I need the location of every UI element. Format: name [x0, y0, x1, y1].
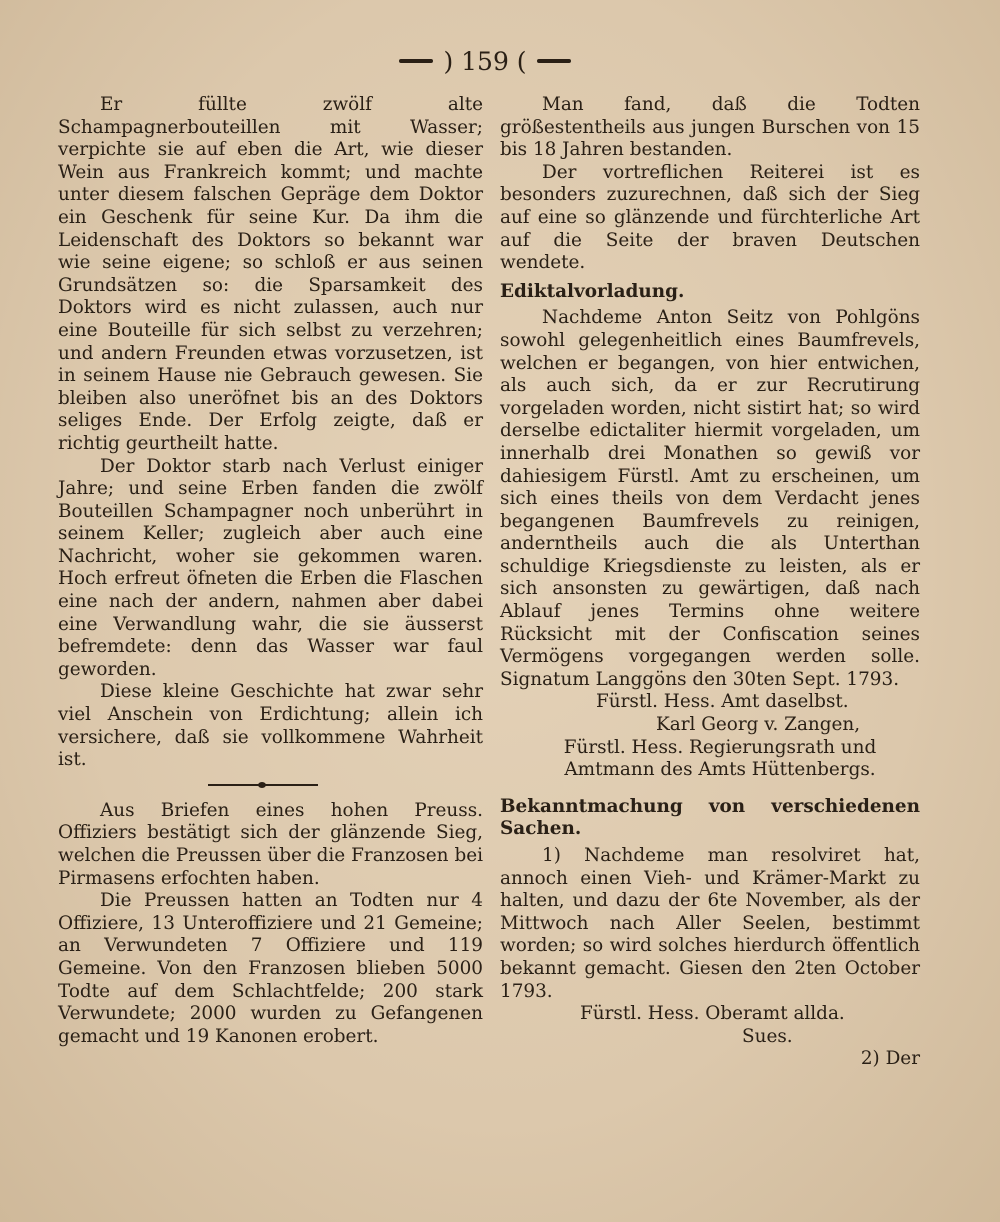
story-paragraph-3: Diese kleine Geschichte hat zwar sehr viel Anschein von Erdichtung; allein ich versichere, daß sie vollkommene Wahrheit ist. — [58, 681, 483, 771]
page-number: ) 159 ( — [443, 46, 527, 76]
news-paragraph-3: Man fand, daß die Todten größestentheils aus jungen Burschen von 15 bis 18 Jahren bestanden. — [500, 94, 920, 161]
header-dash-left — [399, 59, 433, 63]
section-divider — [208, 784, 318, 786]
page-header — [370, 44, 600, 78]
announcement-paragraph: 1) Nachdeme man resolviret hat, annoch einen Vieh- und Krämer-Markt zu halten, und dazu der 6te November, als der Mittwoch nach Aller Seelen, bestimmt worden; so wird solches hierdurch öffentlich bekannt gemacht. Giesen den 2ten October 1793. — [500, 845, 920, 1002]
news-paragraph-2: Die Preussen hatten an Todten nur 4 Offiziere, 13 Unteroffiziere und 21 Gemeine; an Verwundeten 7 Offiziere und 119 Gemeine. Von den Franzosen blieben 5000 Todte auf dem Schlachtfelde; 200 stark Verwundete; 2000 wurden zu Gefangenen gemacht und 19 Kanonen erobert. — [58, 890, 483, 1047]
news-paragraph-4: Der vortreflichen Reiterei ist es besonders zuzurechnen, daß sich der Sieg auf eine so glänzende und fürchterliche Art auf die Seite der braven Deutschen wendete. — [500, 161, 920, 274]
section-heading-announcement: Bekanntmachung von verschiedenen Sachen. — [500, 795, 920, 840]
header-dash-right — [537, 59, 571, 63]
signature-oberamt: Fürstl. Hess. Oberamt allda. — [580, 1003, 845, 1025]
summons-paragraph: Nachdeme Anton Seitz von Pohlgöns sowohl gelegenheitlich eines Baumfrevels, welchen er begangen, von hier entwichen, als auch sich, da er zur Recrutirung vorgeladen worden, nicht sistirt hat; so wird derselbe edictaliter hiermit vorgeladen, um innerhalb drei Monathen so gewiß vor dahiesigem Fürstl. Amt zu erscheinen, um sich eines theils von dem Verdacht jenes begangenen Baumfrevels zu reinigen, anderntheils auch die als Unterthan schuldige Kriegsdienste zu leisten, als er sich ansonsten zu gewärtigen, daß nach Ablauf jenes Termins ohne weitere Rücksicht mit der Confiscation seines Vermögens vorgegangen werden solle. Signatum Langgöns den 30ten Sept. 1793. — [500, 307, 920, 690]
right-column — [500, 94, 920, 1071]
section-heading-summons: Ediktalvorladung. — [500, 280, 685, 302]
catchword: 2) Der — [860, 1048, 920, 1070]
signature-name: Karl Georg v. Zangen, — [656, 714, 861, 736]
signature-title: Fürstl. Hess. Regierungsrath und Amtmann des Amts Hüttenbergs. — [563, 736, 877, 781]
left-column — [58, 94, 483, 1048]
story-paragraph-2: Der Doktor starb nach Verlust einiger Jahre; und seine Erben fanden die zwölf Bouteillen Schampagner noch unberührt in seinem Keller; zugleich aber auch eine Nachricht, woher sie gekommen waren. Hoch erfreut öfneten die Erben die Flaschen eine nach der andern, nahmen aber dabei eine Verwandlung wahr, die sie äusserst befremdete: denn das Wasser war faul geworden. — [58, 455, 483, 680]
news-paragraph-1: Aus Briefen eines hohen Preuss. Offiziers bestätigt sich der glänzende Sieg, welchen die Preussen über die Franzosen bei Pirmasens erfochten haben. — [58, 799, 483, 889]
signature-office: Fürstl. Hess. Amt daselbst. — [596, 691, 849, 713]
story-paragraph-1: Er füllte zwölf alte Schampagnerbouteillen mit Wasser; verpichte sie auf eben die Art, wie dieser Wein aus Frankreich kommt; und machte unter diesem falschen Gepräge dem Doktor ein Geschenk für seine Kur. Da ihm die Leidenschaft des Doktors so bekannt war wie seine eigene; so schloß er aus seinen Grundsätzen so: die Sparsamkeit des Doktors wird es nicht zulassen, auch nur eine Bouteille für sich selbst zu verzehren; und andern Freunden etwas vorzusetzen, ist in seinem Hause nie Gebrauch gewesen. Sie bleiben also uneröfnet bis an des Doktors seliges Ende. Der Erfolg zeigte, daß er richtig geurtheilt hatte. — [58, 94, 483, 454]
signature-sues: Sues. — [742, 1025, 793, 1047]
